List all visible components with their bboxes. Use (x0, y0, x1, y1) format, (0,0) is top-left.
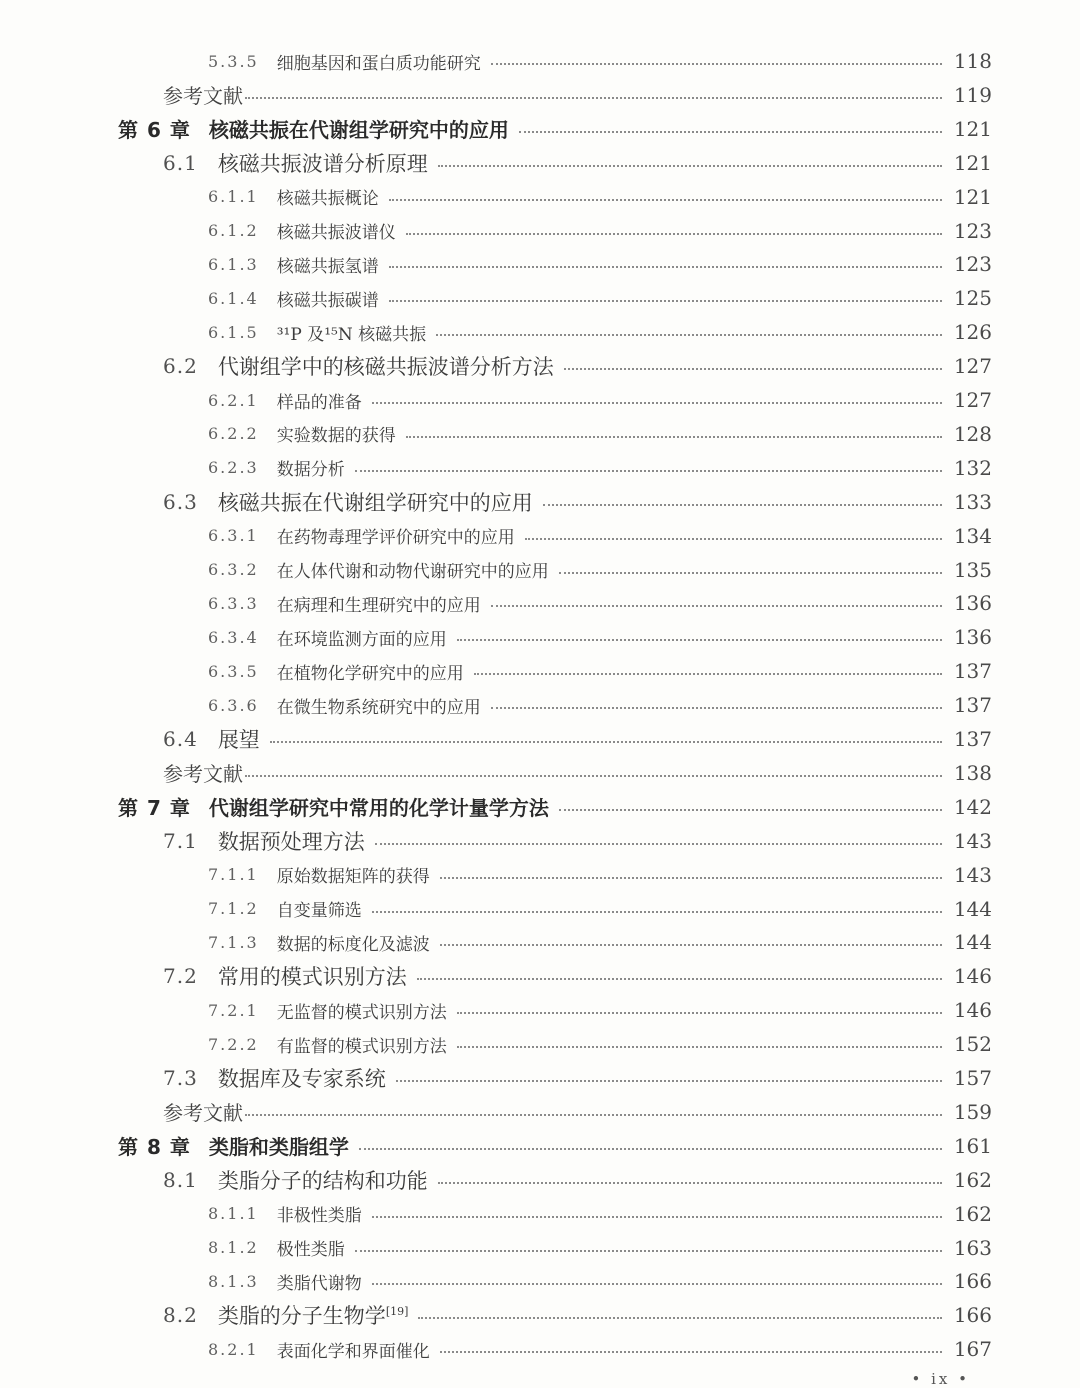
dot-leader (396, 1080, 942, 1082)
toc-entry-line (208, 218, 992, 243)
toc-entry-line (208, 1201, 992, 1226)
toc-entry-line (118, 114, 992, 143)
toc-entry-number: 6.3.2 (208, 560, 259, 579)
toc-entry-page: 157 (953, 1066, 992, 1090)
toc-entry-page: 119 (953, 82, 992, 107)
dot-leader (525, 538, 942, 540)
toc-entry-title: 原始数据矩阵的获得 (276, 867, 430, 888)
toc-entry-number: 7.1.1 (208, 865, 259, 885)
dot-leader (375, 843, 942, 845)
dot-leader (245, 97, 942, 99)
toc-entry-page: 127 (953, 354, 992, 379)
toc-entry-line (163, 351, 992, 381)
toc-entry (0, 892, 1080, 926)
toc-entry-number: 6.1.3 (208, 254, 259, 274)
toc-entry-page: 133 (953, 489, 992, 514)
toc-entry-title: 展望 (217, 728, 260, 752)
toc-entry (0, 858, 1080, 892)
toc-entry (0, 78, 1080, 112)
toc-entry-number: 6.2.2 (208, 424, 259, 444)
toc-entry-line (208, 896, 992, 921)
toc-entry-line (208, 388, 992, 413)
toc-entry-number: 6.4 (163, 727, 198, 751)
toc-entry (0, 383, 1080, 417)
toc-entry (0, 620, 1080, 654)
toc-entry-page: 121 (953, 150, 992, 175)
toc-entry-page: 128 (953, 421, 992, 446)
toc-entry-number: 5.3.5 (208, 51, 259, 71)
toc-entry-line (208, 421, 992, 446)
toc-entry-title: 核磁共振概论 (276, 189, 379, 210)
dot-leader (440, 944, 942, 946)
toc-entry (0, 44, 1080, 78)
toc-entry (0, 1298, 1080, 1332)
toc-entry-line (163, 1300, 992, 1330)
toc-entry-page: 136 (953, 591, 992, 616)
toc-entry-line (208, 693, 992, 718)
toc-entry (0, 1061, 1080, 1095)
dot-leader (559, 572, 942, 574)
toc-entry-title: 样品的准备 (276, 392, 362, 413)
toc-entry-line (163, 1063, 992, 1093)
toc-entry-number: 7.1.2 (208, 899, 259, 918)
toc-entry-title: 无监督的模式识别方法 (276, 1002, 447, 1023)
dot-leader (389, 266, 942, 268)
toc-entry-number: 6.2.3 (208, 458, 259, 478)
toc-entry-title: 数据分析 (276, 460, 345, 481)
toc-entry-line (118, 1131, 992, 1160)
toc-entry-line (208, 1032, 992, 1057)
toc-entry-title: 在病理和生理研究中的应用 (276, 595, 481, 616)
toc-entry-title: 数据的标度化及滤波 (276, 934, 430, 955)
toc-entry-page: 163 (953, 1235, 992, 1260)
toc-entry-title: 表面化学和界面催化 (276, 1341, 430, 1362)
toc-entry-page: 121 (953, 116, 992, 141)
toc-entry (0, 1231, 1080, 1265)
toc-entry-page: 125 (953, 286, 992, 311)
toc-entry-number: 8.1.2 (208, 1238, 259, 1257)
toc-entry-line (208, 557, 992, 582)
dot-leader (474, 673, 942, 675)
toc-entry-page: 126 (953, 320, 992, 345)
dot-leader (270, 741, 942, 743)
toc-entry-title: 代谢组学中的核磁共振波谱分析方法 (217, 355, 554, 380)
dot-leader (355, 470, 942, 472)
toc-entry-line (208, 320, 992, 345)
toc-entry-page: 144 (953, 896, 992, 921)
dot-leader (406, 233, 942, 235)
toc-entry-page: 118 (953, 49, 992, 73)
toc-entry (0, 112, 1080, 146)
dot-leader (491, 63, 942, 65)
toc-entry-line (208, 523, 992, 548)
toc-entry-line (118, 792, 992, 821)
toc-entry-page: 144 (953, 930, 992, 955)
toc-entry-page: 162 (953, 1201, 992, 1226)
toc-entry (0, 586, 1080, 620)
toc-entry-number: 第 7 章 (118, 796, 191, 821)
toc-entry-title: 细胞基因和蛋白质功能研究 (276, 53, 481, 74)
toc-entry (0, 146, 1080, 180)
toc-entry-title: 数据库及专家系统 (217, 1067, 386, 1091)
toc-entry (0, 315, 1080, 349)
toc-entry (0, 993, 1080, 1027)
toc-entry-line (208, 998, 992, 1023)
toc-entry (0, 214, 1080, 248)
toc-entry-title: 类脂分子的结构和功能 (217, 1168, 428, 1193)
toc-entry (0, 1027, 1080, 1061)
toc-entry-title: 实验数据的获得 (276, 426, 396, 447)
toc-entry-number: 7.1.3 (208, 932, 259, 952)
toc-entry-number: 6.3.5 (208, 661, 259, 681)
toc-entry-number: 6.1.5 (208, 322, 259, 342)
toc-entry (0, 925, 1080, 959)
toc-entry-line (208, 49, 992, 74)
toc-entry-page: 138 (953, 760, 992, 785)
dot-leader (372, 1283, 942, 1285)
page-folio: • ix • (911, 1370, 970, 1388)
toc-entry-page: 166 (953, 1269, 992, 1294)
toc-entry-title: 核磁共振在代谢组学研究中的应用 (217, 490, 533, 515)
toc-entry (0, 485, 1080, 519)
toc-entry-line (163, 826, 992, 856)
toc-entry-number: 7.2 (163, 964, 198, 989)
toc-entry (0, 1197, 1080, 1231)
dot-leader (372, 911, 942, 913)
toc-entry-page: 166 (953, 1303, 992, 1328)
toc-entry-number: 6.1.1 (208, 187, 259, 207)
toc-entry (0, 417, 1080, 451)
toc-entry-number: 6.3.4 (208, 627, 259, 647)
toc-entry-line (208, 1235, 992, 1260)
toc-entry-line (163, 487, 992, 517)
toc-entry-number: 7.2.1 (208, 1000, 259, 1020)
toc-entry-page: 162 (953, 1167, 992, 1192)
dot-leader (417, 978, 942, 980)
toc-entry-title: 核磁共振氢谱 (276, 256, 379, 277)
toc-entry-title: 在微生物系统研究中的应用 (276, 697, 481, 718)
dot-leader (355, 1250, 942, 1252)
dot-leader (372, 1216, 942, 1218)
dot-leader (438, 1182, 942, 1184)
toc-entry-page: 146 (953, 998, 992, 1023)
toc-entry (0, 451, 1080, 485)
toc-entry-line (208, 455, 992, 480)
toc-entry-page: 146 (953, 964, 992, 989)
toc-entry-number: 6.3.1 (208, 526, 259, 546)
toc-entry-title: 参考文献 (163, 762, 243, 787)
toc-entry-page: 134 (953, 523, 992, 548)
toc-entry-title: 在植物化学研究中的应用 (276, 663, 464, 684)
toc-entry-page: 142 (953, 794, 992, 819)
dot-leader (559, 809, 942, 811)
dot-leader (491, 707, 942, 709)
dot-leader (245, 1114, 942, 1116)
toc-entry-page: 127 (953, 388, 992, 412)
toc-entry (0, 688, 1080, 722)
dot-leader (440, 1351, 942, 1353)
toc-entry-number: 8.1.1 (208, 1204, 259, 1224)
toc-entry-title: 核磁共振碳谱 (276, 290, 379, 311)
dot-leader (457, 1012, 942, 1014)
toc-entry-number: 6.3.6 (208, 695, 259, 715)
toc-entry-number: 第 6 章 (118, 118, 191, 143)
toc-entry-title: 在药物毒理学评价研究中的应用 (276, 528, 515, 549)
toc-entry-page: 123 (953, 218, 992, 243)
toc-entry-title: 核磁共振波谱分析原理 (217, 151, 428, 176)
toc-entry (0, 824, 1080, 858)
dot-leader (418, 1317, 942, 1319)
toc-entry-title: 参考文献 (163, 1101, 243, 1126)
toc-entry-page: 121 (953, 184, 992, 209)
toc-entry-page: 135 (953, 557, 992, 582)
dot-leader (245, 775, 942, 777)
toc-entry-number: 8.2 (163, 1303, 198, 1328)
toc-entry-line (208, 1269, 992, 1294)
dot-leader (491, 605, 942, 607)
dot-leader (564, 368, 942, 370)
dot-leader (359, 1148, 942, 1150)
toc-entry-number: 8.2.1 (208, 1339, 259, 1359)
toc-entry-line (208, 930, 992, 955)
toc-entry-line (163, 961, 992, 991)
toc-entry-page: 152 (953, 1032, 992, 1057)
toc-entry-line (163, 1165, 992, 1195)
toc-entry-page: 167 (953, 1337, 992, 1362)
toc-entry-page: 143 (953, 862, 992, 887)
toc-entry-title: 类脂和类脂组学 (208, 1135, 349, 1160)
toc-entry-title: 代谢组学研究中常用的化学计量学方法 (208, 796, 549, 821)
toc-entry-title: 在环境监测方面的应用 (276, 629, 447, 650)
toc-entry-line (208, 862, 992, 887)
toc-entry (0, 180, 1080, 214)
toc-entry-line (163, 1097, 992, 1126)
toc-entry-number: 6.1.2 (208, 221, 259, 240)
toc-entry-number: 8.1.3 (208, 1271, 259, 1291)
toc-entry-title: 有监督的模式识别方法 (276, 1036, 447, 1057)
toc-entry-line (208, 286, 992, 311)
toc-entry-title: 参考文献 (163, 84, 243, 109)
toc-entry-page: 137 (953, 727, 992, 751)
toc-entry (0, 654, 1080, 688)
toc-entry-page: 137 (953, 693, 992, 718)
dot-leader (389, 300, 942, 302)
toc-entry-number: 6.3.3 (208, 593, 259, 613)
toc-entry (0, 281, 1080, 315)
toc-entry-page: 161 (953, 1133, 992, 1158)
toc-entry (0, 349, 1080, 383)
toc-entry-line (163, 758, 992, 787)
toc-entry (0, 1095, 1080, 1129)
toc-entry-page: 159 (953, 1099, 992, 1124)
toc-entry-number: 8.1 (163, 1167, 198, 1192)
toc-entry-number: 7.3 (163, 1066, 198, 1090)
toc-entry-number: 6.2 (163, 354, 198, 379)
toc-entry-title: 常用的模式识别方法 (217, 965, 407, 990)
toc-entry (0, 756, 1080, 790)
toc-entry (0, 519, 1080, 553)
toc-entry-number: 7.2.2 (208, 1034, 259, 1054)
dot-leader (543, 504, 942, 506)
toc-entry-line (208, 659, 992, 684)
toc-entry-line (163, 80, 992, 109)
toc-entry (0, 722, 1080, 756)
toc-entry (0, 790, 1080, 824)
dot-leader (436, 334, 942, 336)
toc-entry-title: 核磁共振在代谢组学研究中的应用 (208, 118, 509, 143)
toc-entry-line (208, 625, 992, 650)
dot-leader (457, 1046, 942, 1048)
toc-entry-line (208, 184, 992, 209)
toc-entry-line (208, 1337, 992, 1362)
dot-leader (457, 639, 942, 641)
dot-leader (440, 877, 942, 879)
toc-entry-number: 第 8 章 (118, 1135, 191, 1160)
toc-entry-title: 非极性类脂 (276, 1206, 362, 1227)
toc-entry-number: 6.3 (163, 489, 198, 514)
toc-entry-title: 核磁共振波谱仪 (276, 223, 396, 243)
toc-entry-page: 132 (953, 455, 992, 480)
toc-entry (0, 1332, 1080, 1366)
dot-leader (438, 165, 942, 167)
toc-entry (0, 553, 1080, 587)
toc-entry-title: 在人体代谢和动物代谢研究中的应用 (276, 562, 549, 582)
toc-entry (0, 959, 1080, 993)
toc-entry-title: ³¹P 及¹⁵N 核磁共振 (276, 324, 427, 345)
toc-entry-line (163, 148, 992, 178)
dot-leader (372, 402, 942, 404)
toc-entry-number: 7.1 (163, 828, 198, 853)
toc-entry-page: 123 (953, 252, 992, 277)
dot-leader (389, 199, 942, 201)
toc-entry (0, 1163, 1080, 1197)
toc-entry-page: 143 (953, 828, 992, 853)
toc-entry (0, 1264, 1080, 1298)
dot-leader (406, 436, 942, 438)
toc-entry-title: 极性类脂 (276, 1240, 345, 1260)
toc-entry-line (208, 252, 992, 277)
reference-marker: [19] (385, 1305, 409, 1319)
toc-entry-line (208, 591, 992, 616)
toc-entry-page: 137 (953, 659, 992, 684)
toc-entry-title: 类脂代谢物 (276, 1273, 362, 1294)
toc-entry-title: 类脂的分子生物学[19] (217, 1304, 409, 1329)
toc-entry-page: 136 (953, 625, 992, 650)
toc-entry-title: 数据预处理方法 (217, 829, 365, 854)
toc-entry (0, 247, 1080, 281)
toc-entry (0, 1129, 1080, 1163)
toc-entry-number: 6.1 (163, 150, 198, 175)
toc-entry-number: 6.1.4 (208, 288, 259, 308)
toc-entry-line (163, 724, 992, 754)
toc-entry-number: 6.2.1 (208, 390, 259, 410)
dot-leader (519, 131, 942, 133)
toc-entry-title: 自变量筛选 (276, 901, 362, 921)
